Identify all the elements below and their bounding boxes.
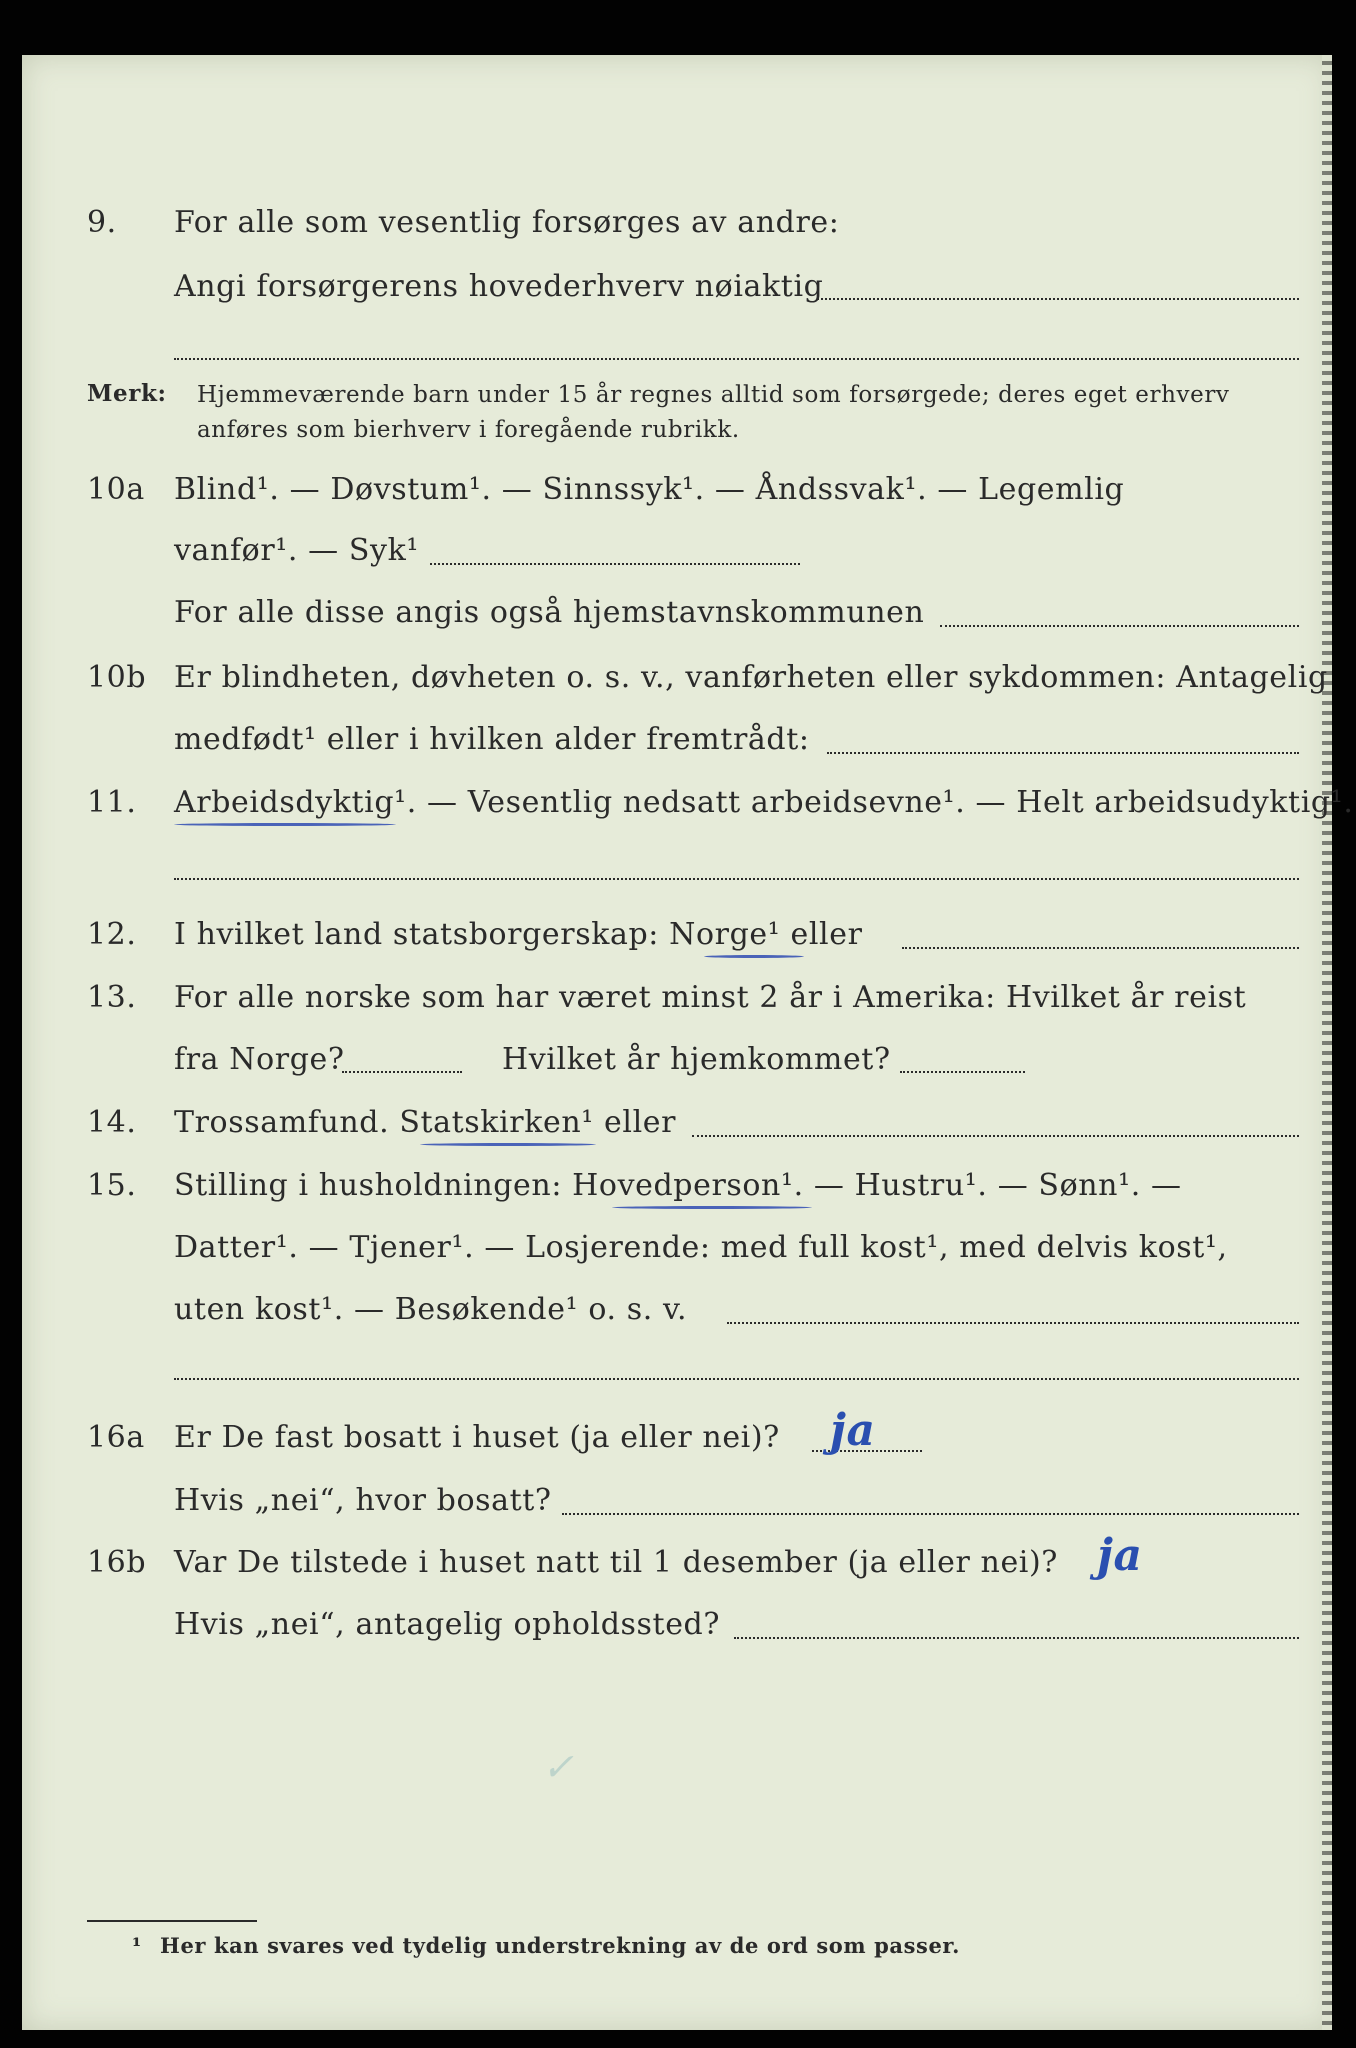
q11-line1: Arbeidsdyktig¹. — Vesentlig nedsatt arbeidsevne¹. — Helt arbeidsudyktig¹. <box>174 785 1354 820</box>
footnote-rule <box>87 1920 257 1922</box>
q15-line2: Datter¹. — Tjener¹. — Losjerende: med full kost¹, med delvis kost¹, <box>174 1230 1228 1265</box>
q11-handwritten-underline <box>174 823 396 826</box>
merk-label: Merk: <box>87 380 167 407</box>
q12-number: 12. <box>87 917 137 952</box>
q15-answer-line-2[interactable] <box>174 1378 1299 1380</box>
q15-handwritten-underline <box>612 1206 812 1209</box>
q9-line2: Angi forsørgerens hovederhverv nøiaktig <box>174 269 824 304</box>
q13-line2a: fra Norge? <box>174 1042 345 1077</box>
q15-number: 15. <box>87 1168 137 1203</box>
q13-line2b: Hvilket år hjemkommet? <box>502 1042 891 1077</box>
q16a-handwritten-answer: ja <box>830 1405 876 1456</box>
q15-answer-line[interactable] <box>727 1322 1299 1324</box>
q16a-line2: Hvis „nei“, hvor bosatt? <box>174 1483 552 1518</box>
q10a-line1: Blind¹. — Døvstum¹. — Sinnssyk¹. — Åndssvak¹. — Legemlig <box>174 472 1125 507</box>
q16a-where-line[interactable] <box>562 1513 1299 1515</box>
q9-answer-line-2[interactable] <box>174 358 1299 360</box>
q9-number: 9. <box>87 205 117 240</box>
q12-line1: I hvilket land statsborgerskap: Norge¹ eller <box>174 917 863 952</box>
form-page <box>22 55 1354 2030</box>
q13-line1: For alle norske som har været minst 2 år i Amerika: Hvilket år reist <box>174 980 1247 1015</box>
q13-left-year-line[interactable] <box>342 1071 462 1073</box>
merk-line2: anføres som bierhverv i foregående rubrikk. <box>197 417 740 443</box>
q10a-line3: For alle disse angis også hjemstavnskommunen <box>174 595 925 630</box>
q10a-home-line[interactable] <box>940 625 1299 627</box>
q15-line1: Stilling i husholdningen: Hovedperson¹. — Hustru¹. — Sønn¹. — <box>174 1168 1182 1203</box>
q16a-number: 16a <box>87 1420 145 1455</box>
torn-edge <box>1322 55 1332 2030</box>
q14-number: 14. <box>87 1105 137 1140</box>
q9-line1: For alle som vesentlig forsørges av andre: <box>174 205 840 240</box>
footnote-text: Her kan svares ved tydelig understrekning av de ord som passer. <box>160 1933 961 1958</box>
q16a-line1: Er De fast bosatt i huset (ja eller nei)? <box>174 1420 780 1455</box>
q14-answer-line[interactable] <box>692 1135 1299 1137</box>
merk-line1: Hjemmeværende barn under 15 år regnes alltid som forsørgede; deres eget erhverv <box>197 382 1230 408</box>
faint-mark: ✓ <box>542 1745 574 1789</box>
q14-line1: Trossamfund. Statskirken¹ eller <box>174 1105 677 1140</box>
q10b-line1: Er blindheten, døvheten o. s. v., vanførheten eller sykdommen: Antagelig <box>174 660 1328 695</box>
q14-handwritten-underline <box>420 1143 596 1146</box>
q10b-number: 10b <box>87 660 147 695</box>
q16b-number: 16b <box>87 1545 147 1580</box>
q13-number: 13. <box>87 980 137 1015</box>
q11-answer-line[interactable] <box>174 878 1299 880</box>
q10a-line2: vanfør¹. — Syk¹ <box>174 533 420 568</box>
q10b-line2: medfødt¹ eller i hvilken alder fremtrådt: <box>174 722 810 757</box>
q15-line3: uten kost¹. — Besøkende¹ o. s. v. <box>174 1292 688 1327</box>
q11-number: 11. <box>87 785 137 820</box>
footnote-marker: ¹ <box>132 1933 142 1958</box>
q16b-line1: Var De tilstede i huset natt til 1 desember (ja eller nei)? <box>174 1545 1058 1580</box>
q10a-answer-line[interactable] <box>430 563 800 565</box>
q13-returned-year-line[interactable] <box>900 1071 1025 1073</box>
q16b-line2: Hvis „nei“, antagelig opholdssted? <box>174 1607 721 1642</box>
q10b-answer-line[interactable] <box>827 752 1299 754</box>
q16b-handwritten-answer: ja <box>1097 1530 1143 1581</box>
q12-answer-line[interactable] <box>902 947 1299 949</box>
q10a-number: 10a <box>87 472 145 507</box>
q9-answer-line[interactable] <box>817 298 1299 300</box>
q16b-where-line[interactable] <box>734 1637 1299 1639</box>
q12-handwritten-underline <box>704 955 804 958</box>
